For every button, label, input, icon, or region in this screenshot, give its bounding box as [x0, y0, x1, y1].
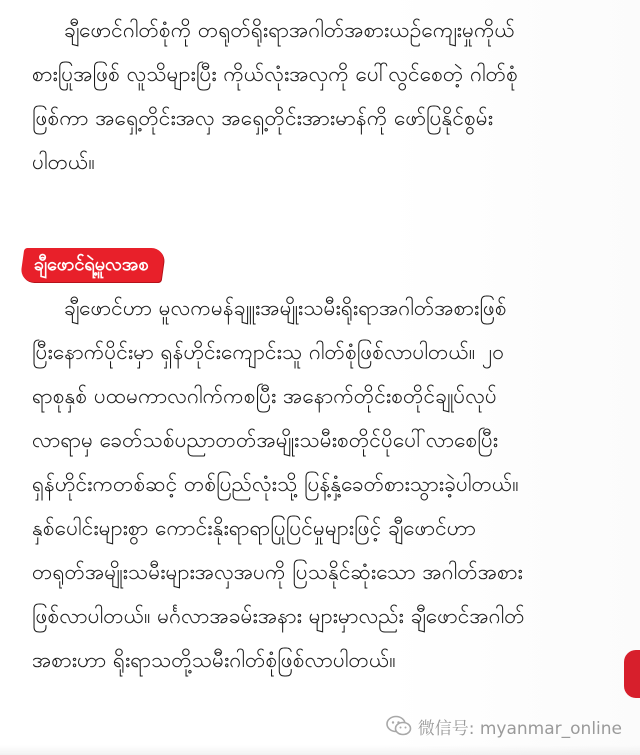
history-line: ရာစုနှစ် ပထမကာလဂါက်ကစပြီး အနောက်တိုင်းစတိုင်ချုပ်လုပ်: [32, 384, 497, 408]
history-line: နှစ်ပေါင်းများစွာ ကောင်းနိုးရာရာပြုပြင်မှုများဖြင့် ချီဖောင်ဟာ: [32, 516, 476, 540]
intro-line: စားပြုအဖြစ် လူသိများပြီး ကိုယ်လုံးအလှကို ပေါ်လွင်စေတဲ့ ဂါတ်စုံ: [32, 62, 518, 86]
section-heading-text: ချီဖောင်ရဲ့မူလအစ: [34, 254, 149, 275]
red-ribbon-decoration: [624, 650, 640, 698]
history-paragraph: [32, 286, 616, 682]
history-line: ချီဖောင်ဟာ မူလကမန်ချူးအမျိုးသမီးရိုးရာအဂါတ်အစားဖြစ်: [64, 296, 507, 320]
watermark-text: 微信号: myanmar_online: [417, 718, 622, 739]
history-line: လာရာမှ ခေတ်သစ်ပညာတတ်အမျိုးသမီးစတိုင်ပိုပေါ်လာစေပြီး: [32, 428, 499, 452]
history-line: ရှန်ဟိုင်းကတစ်ဆင့် တစ်ပြည်လုံးသို့ ပြန့်နှံ့ခေတ်စားသွားခဲ့ပါတယ်။: [32, 472, 519, 496]
section-heading: [20, 248, 165, 282]
history-line: တရုတ်အမျိုးသမီးများအလှအပကို ပြသနိုင်ဆုံးသော အဂါတ်အစား: [32, 560, 523, 584]
history-line: ပြီးနောက်ပိုင်းမှာ ရှန်ဟိုင်းကျောင်းသူ ဂါတ်စုံဖြစ်လာပါတယ်။ ၂၀: [32, 340, 505, 364]
wechat-watermark: [386, 711, 622, 741]
history-line: ဖြစ်လာပါတယ်။ မင်္ဂလာအခမ်းအနား များမှာလည်း ချီဖောင်အဂါတ်: [32, 604, 525, 628]
wechat-icon: [386, 715, 412, 737]
intro-line: ဖြစ်ကာ အရှေ့တိုင်းအလှ အရှေ့တိုင်းအားမာန်ကို ဖော်ပြနိုင်စွမ်း: [32, 106, 494, 130]
intro-line: ချီဖောင်ဂါတ်စုံကို တရုတ်ရိုးရာအဂါတ်အစားယဉ်ကျေးမှုကိုယ်: [64, 18, 515, 42]
intro-paragraph: [32, 8, 616, 184]
page-bottom-shadow: [0, 745, 640, 755]
history-line: အစားဟာ ရိုးရာသတို့သမီးဂါတ်စုံဖြစ်လာပါတယ်။: [32, 648, 396, 672]
intro-line: ပါတယ်။: [32, 150, 95, 174]
